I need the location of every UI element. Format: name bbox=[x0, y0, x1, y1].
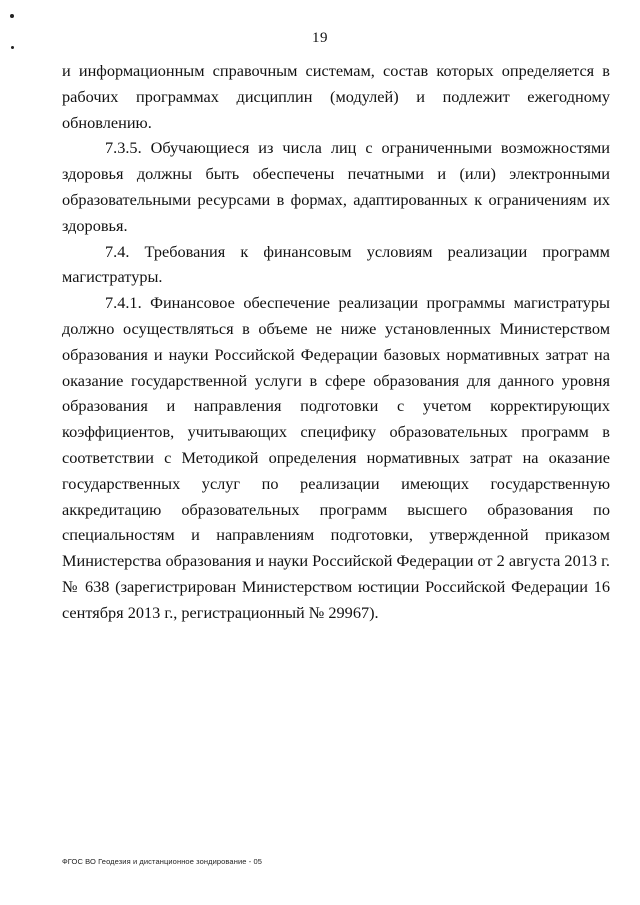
paragraph-7-3-5: 7.3.5. Обучающиеся из числа лиц с ограниченными возможностями здоровья должны быть обеспечены печатными и (или) электронными образовательными ресурсами в формах, адаптированных к ограничениям их здоровья. bbox=[62, 138, 610, 235]
paragraph-7-4-1: 7.4.1. Финансовое обеспечение реализации программы магистратуры должно осуществляться в объеме не ниже установленных Министерством образования и науки Российской Федерации базовых нормативных затрат на оказание государственной услуги в сфере образования для данного уровня образования и направления подготовки с учетом корректирующих коэффициентов, учитывающих специфику образовательных программ в соответствии с Методикой определения нормативных затрат на оказание государственных услуг по реализации имеющих государственную аккредитацию образовательных программ высшего образования по специальностям и направлениям подготовки, утвержденной приказом Министерства образования и науки Российской Федерации от 2 августа 2013 г. № 638 (зарегистрирован Министерством юстиции Российской Федерации 16 сентября 2013 г., регистрационный № 29967). bbox=[62, 293, 610, 622]
paragraph-7-4: 7.4. Требования к финансовым условиям реализации программ магистратуры. bbox=[62, 241, 610, 287]
page-number: 19 bbox=[312, 30, 328, 46]
scan-speck bbox=[10, 14, 14, 18]
footer-document-code: ФГОС ВО Геодезия и дистанционное зондирование - 05 bbox=[62, 857, 263, 866]
paragraph-continuation: и информационным справочным системам, состав которых определяется в рабочих программах дисциплин (модулей) и подлежит ежегодному обновлению. bbox=[62, 61, 610, 132]
document-body bbox=[62, 58, 610, 626]
